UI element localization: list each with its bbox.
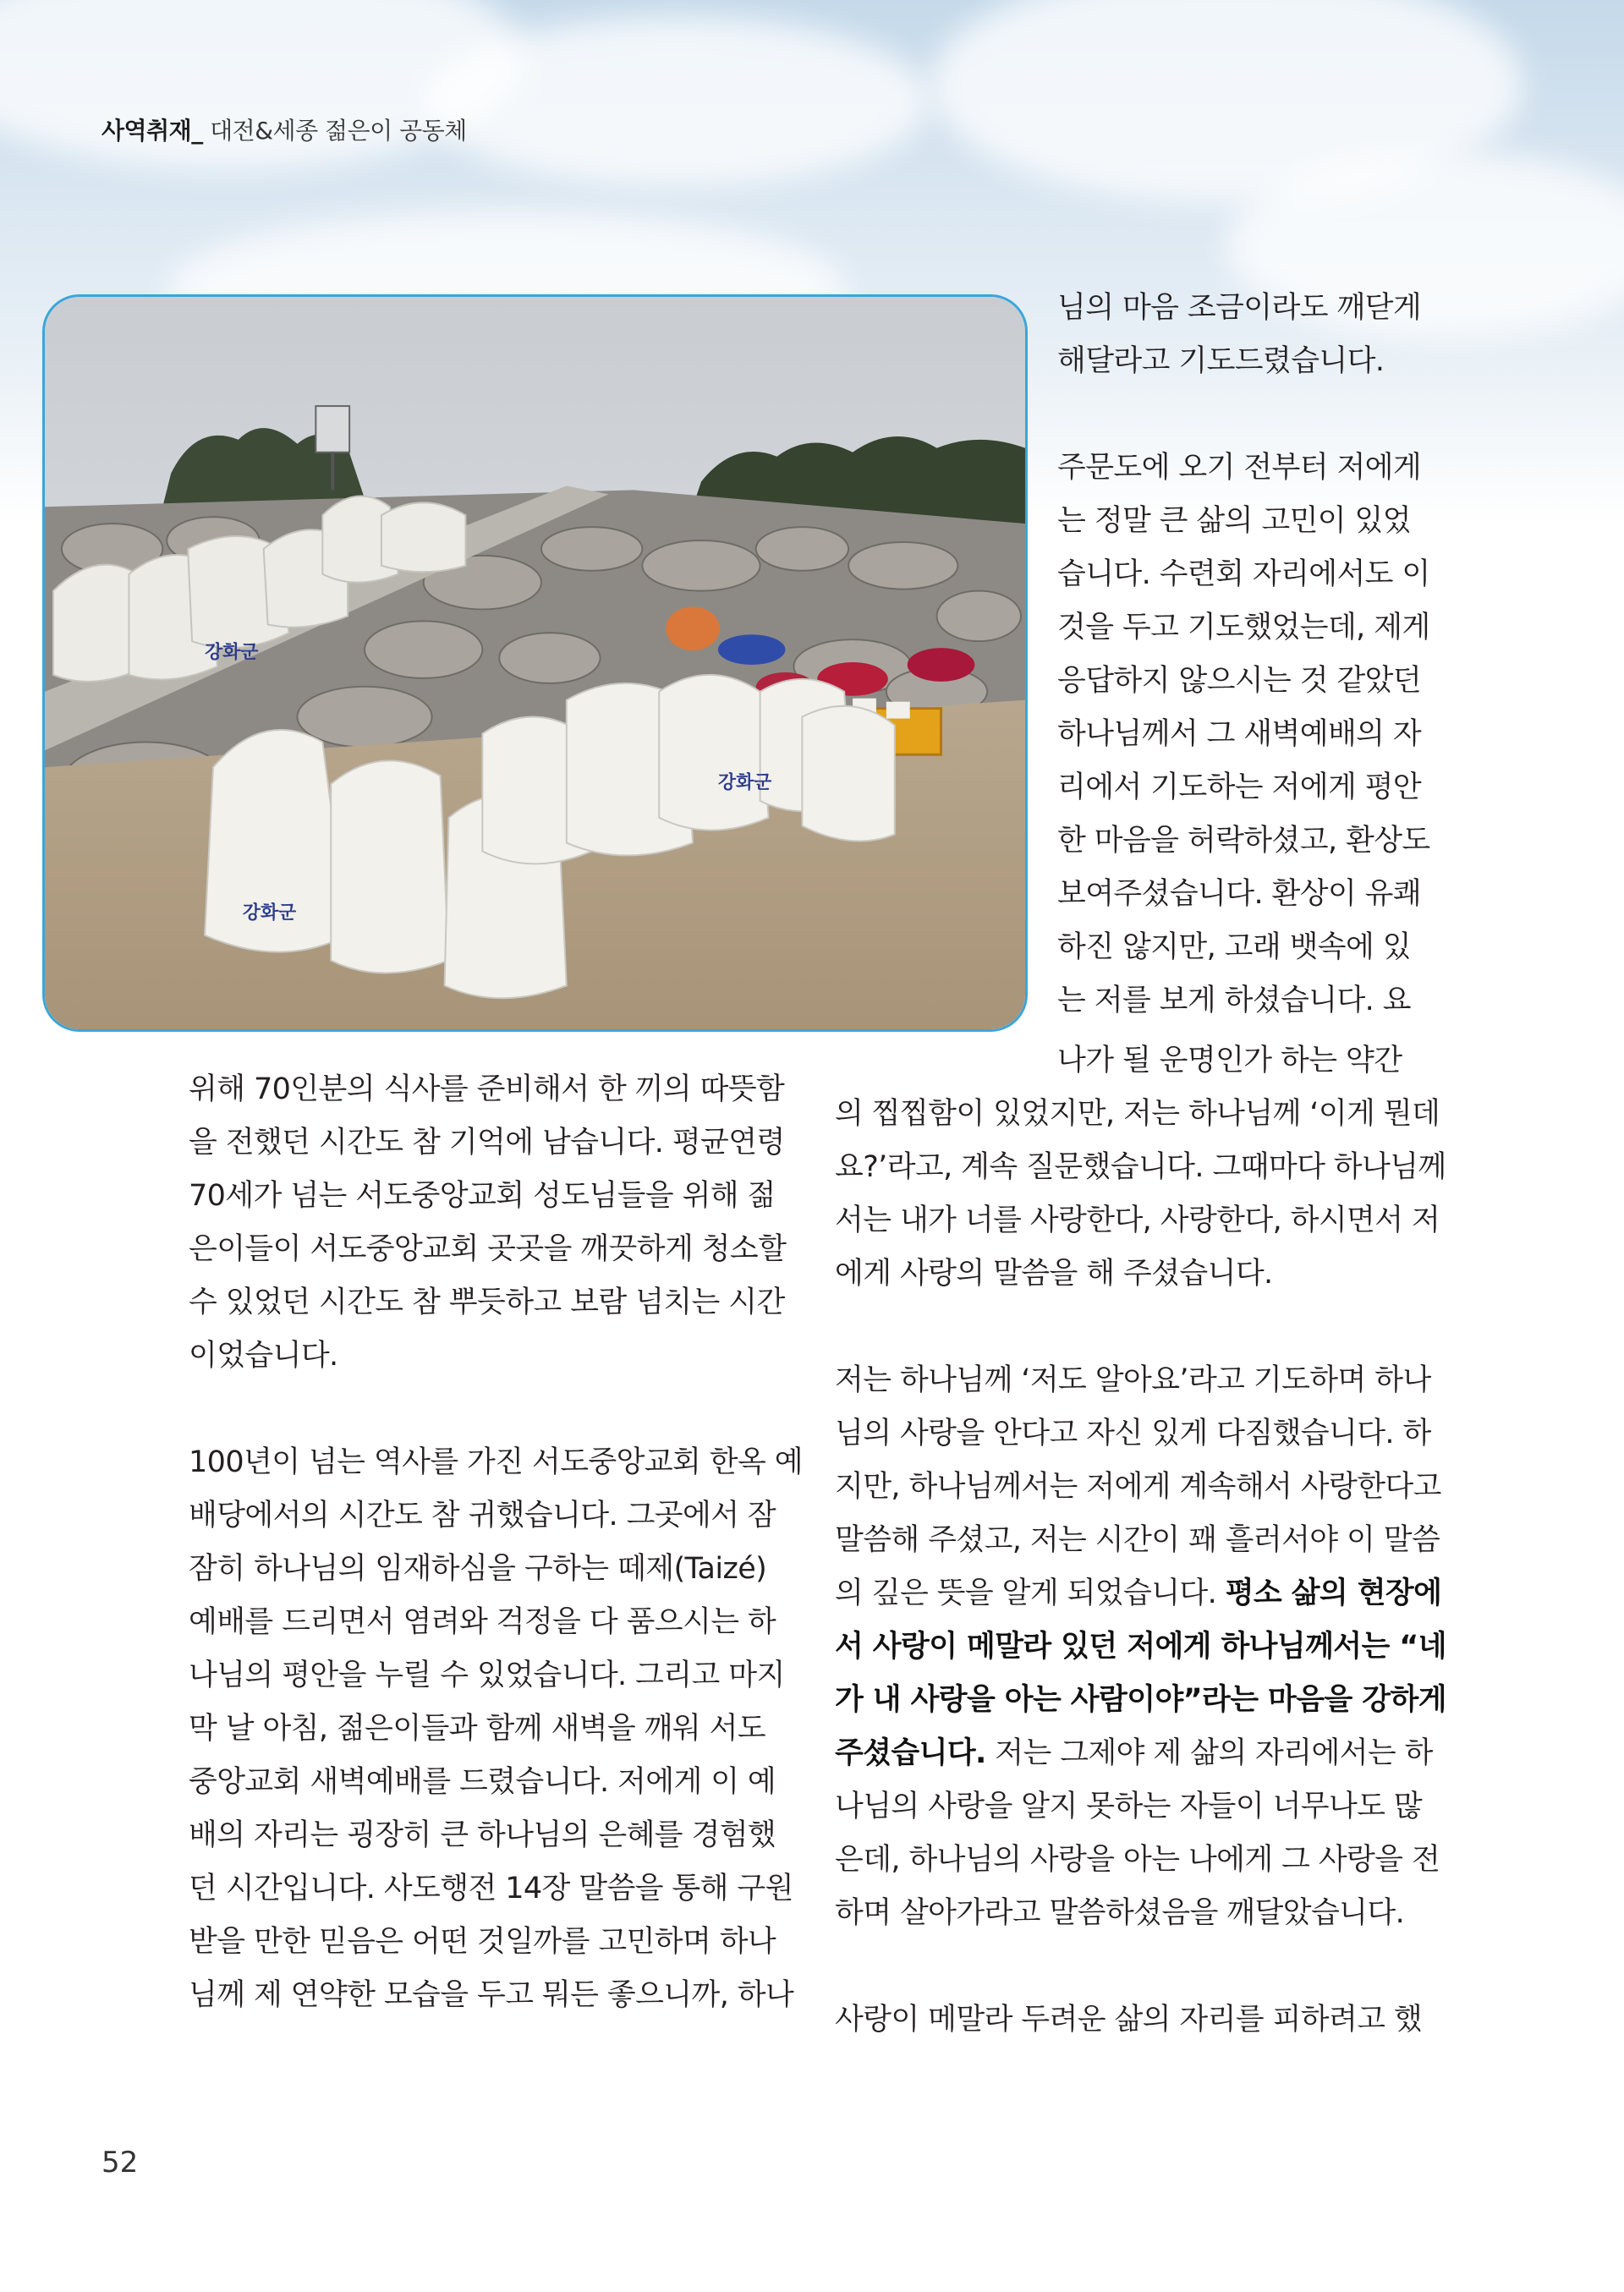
text-line: 님의 마음 조금이라도 깨닫게: [1057, 291, 1422, 325]
text-line: 은데, 하나님의 사랑을 아는 나에게 그 사랑을 전: [835, 1843, 1440, 1877]
text-line: 수 있었던 시간도 참 뿌듯하고 보람 넘치는 시간: [189, 1286, 785, 1319]
text-line: [835, 1567, 1442, 1620]
text-line: 님께 제 연약한 모습을 두고 뭐든 좋으니까, 하나: [189, 1978, 794, 2012]
text-line: 저는 하나님께 ‘저도 알아요’라고 기도하며 하나: [835, 1363, 1431, 1397]
text-span: 의 깊은 뜻을 알게 되었습니다.: [835, 1576, 1226, 1610]
page-header: [102, 112, 467, 146]
text-line: 의 찝찝함이 있었지만, 저는 하나님께 ‘이게 뭔데: [835, 1097, 1440, 1131]
right-column-wide: [835, 1034, 1446, 2047]
text-line: 주문도에 오기 전부터 저에게: [1057, 451, 1422, 485]
paragraph: [835, 1993, 1438, 2047]
text-line: 배당에서의 시간도 참 귀했습니다. 그곳에서 잠: [189, 1499, 776, 1533]
emphasis-text: 주셨습니다.: [835, 1736, 986, 1770]
text-line: 70세가 넘는 서도중앙교회 성도님들을 위해 젊: [189, 1179, 776, 1213]
text-line: 요?’라고, 계속 질문했습니다. 그때마다 하나님께: [835, 1150, 1446, 1184]
emphasis-line: 서 사랑이 메말라 있던 저에게 하나님께서는 “네: [835, 1630, 1446, 1664]
paragraph: [189, 1436, 803, 2022]
text-line: 님의 사랑을 안다고 자신 있게 다짐했습니다. 하: [835, 1417, 1431, 1450]
text-line: 중앙교회 새벽예배를 드렸습니다. 저에게 이 예: [189, 1765, 776, 1799]
text-line: 나가 될 운명인가 하는 약간: [1057, 1044, 1402, 1077]
text-line: 은이들이 서도중앙교회 곳곳을 깨끗하게 청소할: [189, 1232, 787, 1266]
text-line: 해달라고 기도드렸습니다.: [1057, 344, 1385, 378]
text-line: 잠히 하나님의 임재하심을 구하는 떼제(Taizé): [189, 1552, 767, 1586]
paragraph: [835, 1354, 1446, 1940]
page-number: 52: [102, 2146, 139, 2180]
text-line: 습니다. 수련회 자리에서도 이: [1057, 557, 1430, 591]
text-line: 나님의 사랑을 알지 못하는 자들이 너무나도 많: [835, 1790, 1423, 1823]
text-line: 막 날 아침, 젊은이들과 함께 새벽을 깨워 서도: [189, 1712, 765, 1746]
text-line: 던 시간입니다. 사도행전 14장 말씀을 통해 구원: [189, 1872, 793, 1905]
bag-label-3: 강화군: [717, 771, 772, 793]
text-line: 위해 70인분의 식사를 준비해서 한 끼의 따뜻함: [189, 1072, 785, 1106]
emphasis-text: 평소 삶의 현장에: [1225, 1576, 1442, 1610]
text-line: 지만, 하나님께서는 저에게 계속해서 사랑한다고: [835, 1470, 1441, 1504]
text-line: 보여주셨습니다. 환상이 유쾌: [1057, 877, 1422, 911]
photo-beach-trash-bags-icon: [45, 297, 1025, 1029]
bag-label-1: 강화군: [242, 902, 297, 924]
text-line: 배의 자리는 굉장히 큰 하나님의 은혜를 경험했: [189, 1818, 776, 1852]
left-column: [189, 1063, 803, 2022]
paragraph: [835, 1034, 1446, 1301]
text-line: [835, 1727, 1438, 1780]
paragraph: [1057, 441, 1438, 1028]
text-line: 이었습니다.: [189, 1339, 338, 1373]
text-line: 받을 만한 믿음은 어떤 것일까를 고민하며 하나: [189, 1925, 776, 1959]
text-line: 하며 살아가라고 말씀하셨음을 깨달았습니다.: [835, 1896, 1405, 1930]
text-line: 서는 내가 너를 사랑한다, 사랑한다, 하시면서 저: [835, 1204, 1440, 1237]
section-subtitle: 대전&세종 젊은이 공동체: [202, 117, 467, 145]
paragraph: [189, 1063, 789, 1383]
text-line: 는 정말 큰 삶의 고민이 있었: [1057, 504, 1411, 538]
text-line: 응답하지 않으시는 것 같았던: [1057, 664, 1422, 698]
text-line: 는 저를 보게 하셨습니다. 요: [1057, 984, 1411, 1017]
text-line: 에게 사랑의 말씀을 해 주셨습니다.: [835, 1257, 1273, 1291]
text-line: 사랑이 메말라 두려운 삶의 자리를 피하려고 했: [835, 2003, 1423, 2037]
text-line: 것을 두고 기도했었는데, 제게: [1057, 611, 1430, 644]
text-line: 100년이 넘는 역사를 가진 서도중앙교회 한옥 예: [189, 1445, 803, 1479]
text-line: 한 마음을 허락하셨고, 환상도: [1057, 824, 1430, 858]
bag-label-2: 강화군: [205, 642, 259, 664]
text-line: 을 전했던 시간도 참 기억에 남습니다. 평균연령: [189, 1126, 785, 1160]
paragraph: [1057, 282, 1438, 388]
right-column-top: [1057, 282, 1438, 1028]
text-line: 리에서 기도하는 저에게 평안: [1057, 770, 1422, 804]
emphasis-line: 가 내 사랑을 아는 사람이야”라는 마음을 강하게: [835, 1683, 1446, 1717]
text-line: 하진 않지만, 고래 뱃속에 있: [1057, 930, 1411, 964]
text-line: 하나님께서 그 새벽예배의 자: [1057, 717, 1422, 751]
article-photo: [42, 294, 1028, 1032]
section-label: 사역취재_: [102, 117, 203, 145]
text-span: 저는 그제야 제 삶의 자리에서는 하: [985, 1736, 1433, 1770]
text-line: 나님의 평안을 누릴 수 있었습니다. 그리고 마지: [189, 1659, 785, 1692]
text-line: 말씀해 주셨고, 저는 시간이 꽤 흘러서야 이 말씀: [835, 1523, 1440, 1557]
text-line: 예배를 드리면서 염려와 걱정을 다 품으시는 하: [189, 1605, 776, 1639]
